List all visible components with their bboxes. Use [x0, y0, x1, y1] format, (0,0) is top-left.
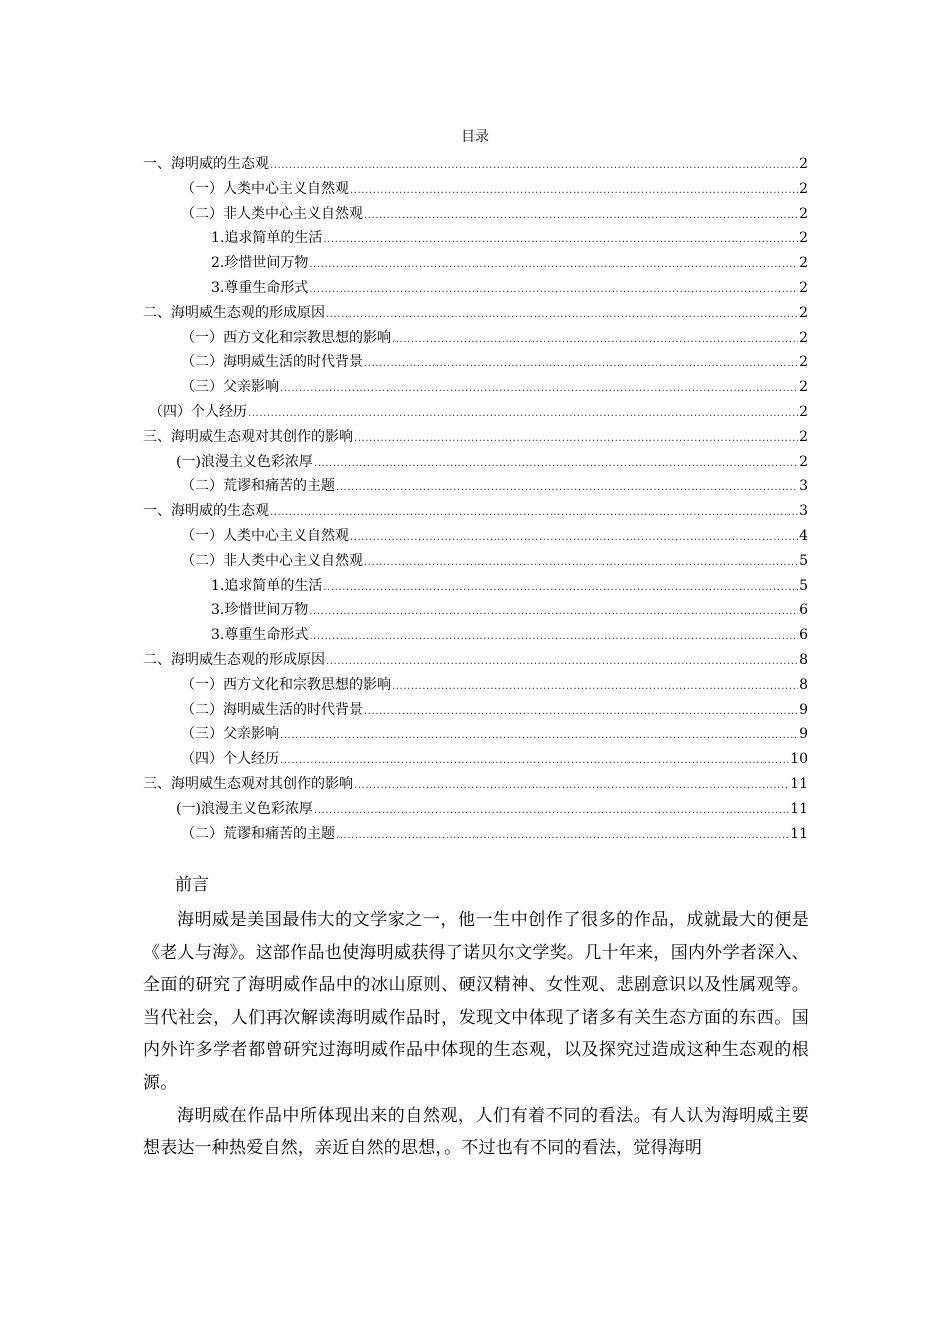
toc-leader-dots — [350, 179, 798, 204]
toc-leader-dots — [323, 576, 798, 601]
toc-entry-label: 一、海明威的生态观 — [143, 503, 269, 520]
toc-entry-page-number: 2 — [799, 156, 808, 172]
toc-entry[interactable] — [143, 375, 808, 400]
toc-leader-dots — [280, 724, 798, 749]
toc-entry-page-number: 2 — [799, 403, 808, 420]
toc-leader-dots — [350, 526, 798, 551]
toc-entry[interactable] — [143, 326, 808, 351]
toc-entry[interactable] — [143, 450, 808, 475]
toc-leader-dots — [309, 625, 798, 650]
toc-leader-dots — [280, 749, 789, 774]
toc-entry-page-number: 6 — [799, 627, 808, 644]
toc-entry-label: （三）父亲影响 — [181, 726, 279, 743]
toc-entry-label: 一、海明威的生态观 — [143, 156, 269, 172]
toc-entry[interactable] — [143, 549, 808, 574]
toc-leader-dots — [392, 328, 798, 353]
toc-entry-label: （四）个人经历 — [149, 403, 247, 420]
toc-entry[interactable] — [143, 722, 808, 747]
toc-entry-label: (一)浪漫主义色彩浓厚 — [176, 453, 313, 470]
toc-entry-page-number: 2 — [799, 453, 808, 470]
toc-entry[interactable] — [143, 648, 808, 673]
preface-title: 前言 — [175, 875, 209, 895]
toc-leader-dots — [354, 774, 789, 799]
toc-leader-dots — [392, 675, 798, 700]
toc-leader-dots — [336, 824, 789, 849]
preface-paragraph: 海明威是美国最伟大的文学家之一，他一生中创作了很多的作品，成就最大的便是《老人与海》。这部作品也使海明威获得了诺贝尔文学奖。几十年来，国内外学者深入、全面的研究了海明威作品中的冰山原则、硬汉精神、女性观、悲剧意识以及性属观等。当代社会，人们再次解读海明威作品时，发现文中体现了诸多有关生态方面的东西。国内外许多学者都曾研究过海明威作品中体现的生态观，以及探究过造成这种生态观的根源。 — [143, 910, 809, 1093]
toc-leader-dots — [354, 427, 798, 452]
toc-entry[interactable] — [143, 425, 808, 450]
toc-entry-page-number: 3 — [799, 503, 808, 520]
toc-entry-label: 三、海明威生态观对其创作的影响 — [143, 428, 353, 445]
toc-entry-label: （一）西方文化和宗教思想的影响 — [181, 329, 391, 346]
toc-entry-label: （三）父亲影响 — [181, 379, 279, 396]
toc-entry[interactable] — [143, 673, 808, 698]
toc-entry-label: 3.尊重生命形式 — [211, 279, 309, 296]
toc-entry-page-number: 6 — [799, 602, 808, 619]
toc-leader-dots — [364, 700, 798, 725]
toc-title: 目录 — [461, 129, 489, 145]
toc-entry-page-number: 2 — [799, 180, 808, 197]
toc-entry[interactable] — [143, 350, 808, 375]
table-of-contents — [143, 152, 808, 846]
toc-entry[interactable] — [143, 598, 808, 623]
toc-entry[interactable] — [143, 574, 808, 599]
toc-entry[interactable] — [143, 772, 808, 797]
toc-entry[interactable] — [143, 226, 808, 251]
toc-entry-label: （二）海明威生活的时代背景 — [181, 354, 363, 371]
toc-entry-label: （二）非人类中心主义自然观 — [181, 205, 363, 222]
toc-entry-page-number: 9 — [799, 701, 808, 718]
toc-entry-page-number: 2 — [799, 279, 808, 296]
toc-leader-dots — [326, 303, 798, 328]
toc-entry-page-number: 2 — [799, 230, 808, 247]
toc-entry-page-number: 2 — [799, 354, 808, 371]
toc-entry-page-number: 2 — [799, 304, 808, 321]
toc-entry[interactable] — [143, 251, 808, 276]
toc-entry-label: 2.珍惜世间万物 — [211, 255, 309, 272]
toc-leader-dots — [323, 228, 798, 253]
toc-entry[interactable] — [143, 499, 808, 524]
toc-entry-label: 二、海明威生态观的形成原因 — [143, 304, 325, 321]
toc-entry-page-number: 2 — [799, 255, 808, 272]
toc-entry-page-number: 2 — [799, 205, 808, 222]
preface-body — [143, 904, 809, 1165]
toc-leader-dots — [270, 501, 798, 526]
toc-leader-dots — [364, 551, 798, 576]
toc-entry-label: 三、海明威生态观对其创作的影响 — [143, 775, 353, 792]
toc-entry-page-number: 8 — [799, 651, 808, 668]
toc-entry-page-number: 2 — [799, 379, 808, 396]
toc-leader-dots — [364, 204, 798, 229]
toc-entry-page-number: 9 — [799, 726, 808, 743]
toc-leader-dots — [309, 278, 798, 303]
toc-entry-label: （一）人类中心主义自然观 — [181, 180, 349, 197]
toc-entry[interactable] — [143, 524, 808, 549]
toc-leader-dots — [364, 352, 798, 377]
toc-entry[interactable] — [143, 152, 808, 177]
toc-entry-label: （二）非人类中心主义自然观 — [181, 552, 363, 569]
toc-entry-label: 3.尊重生命形式 — [211, 627, 309, 644]
toc-entry[interactable] — [143, 623, 808, 648]
toc-leader-dots — [336, 476, 798, 501]
toc-entry[interactable] — [143, 822, 808, 847]
toc-entry-label: （二）荒谬和痛苦的主题 — [181, 478, 335, 495]
toc-leader-dots — [314, 799, 789, 824]
toc-entry[interactable] — [143, 177, 808, 202]
toc-entry-page-number: 2 — [799, 329, 808, 346]
toc-leader-dots — [309, 253, 798, 278]
toc-entry-label: 3.珍惜世间万物 — [211, 602, 309, 619]
toc-entry-label: （二）海明威生活的时代背景 — [181, 701, 363, 718]
toc-leader-dots — [270, 154, 798, 179]
toc-entry-label: （二）荒谬和痛苦的主题 — [181, 825, 335, 842]
toc-entry-page-number: 11 — [790, 800, 808, 817]
toc-entry[interactable] — [143, 276, 808, 301]
toc-entry[interactable] — [143, 301, 808, 326]
toc-entry[interactable] — [143, 797, 808, 822]
toc-leader-dots — [314, 452, 798, 477]
toc-entry[interactable] — [143, 698, 808, 723]
toc-entry[interactable] — [143, 747, 808, 772]
toc-entry-page-number: 4 — [799, 527, 808, 544]
toc-entry-label: (一)浪漫主义色彩浓厚 — [176, 800, 313, 817]
toc-entry-page-number: 11 — [790, 775, 808, 792]
toc-entry-label: （四）个人经历 — [181, 751, 279, 768]
toc-entry-page-number: 5 — [799, 552, 808, 569]
toc-leader-dots — [326, 650, 798, 675]
toc-entry[interactable] — [143, 202, 808, 227]
toc-entry[interactable] — [143, 474, 808, 499]
toc-entry-page-number: 10 — [790, 751, 808, 768]
toc-entry-label: 1.追求简单的生活 — [211, 230, 323, 247]
toc-entry-page-number: 11 — [790, 825, 808, 842]
toc-entry-label: （一）西方文化和宗教思想的影响 — [181, 676, 391, 693]
toc-leader-dots — [248, 402, 798, 427]
toc-entry[interactable] — [143, 400, 808, 425]
toc-entry-label: 二、海明威生态观的形成原因 — [143, 651, 325, 668]
toc-entry-page-number: 8 — [799, 676, 808, 693]
toc-entry-label: 1.追求简单的生活 — [211, 577, 323, 594]
toc-entry-label: （一）人类中心主义自然观 — [181, 527, 349, 544]
toc-leader-dots — [309, 600, 798, 625]
toc-entry-page-number: 2 — [799, 428, 808, 445]
toc-entry-page-number: 3 — [799, 478, 808, 495]
preface-paragraph: 海明威在作品中所体现出来的自然观，人们有着不同的看法。有人认为海明威主要想表达一种热爱自然，亲近自然的思想，。不过也有不同的看法，觉得海明 — [143, 1105, 809, 1159]
toc-entry-page-number: 5 — [799, 577, 808, 594]
toc-leader-dots — [280, 377, 798, 402]
